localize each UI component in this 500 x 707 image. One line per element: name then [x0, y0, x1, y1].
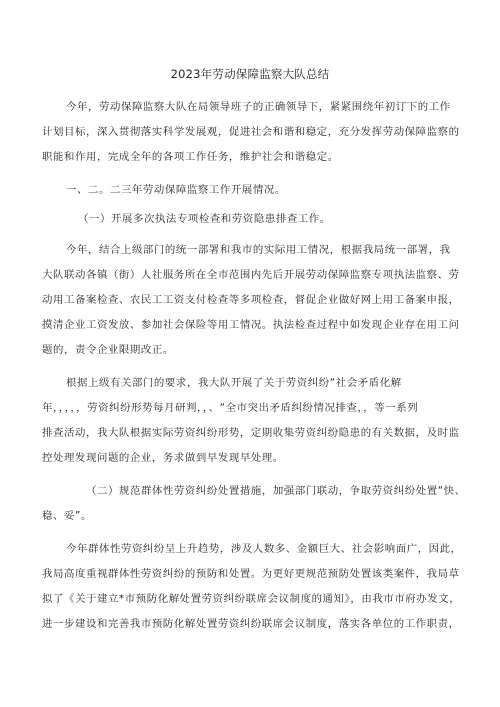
paragraph-line: 摸清企业工资发放、参加社会保险等用工情况。执法检查过程中如发现企业存在用工问 [42, 319, 460, 331]
paragraph-line: 进一步建设和完善我市预防化解处置劳资纠纷联席会议制度，落实各单位的工作职责， [42, 618, 460, 630]
paragraph-line: 动用工备案检查、农民工工资支付检查等多项检查，督促企业做好网上用工备案申报， [42, 294, 460, 306]
paragraph-line: 拟了《关于建立*市预防化解处置劳资纠纷联席会议制度的通知》，由我市市府办发文， [42, 593, 461, 605]
paragraph-line: 职能和作用，完成全年的各项工作任务，维护社会和谐稳定。 [42, 151, 339, 163]
paragraph-line: 排查活动，我大队根据实际劳资纠纷形势，定期收集劳资纠纷隐患的有关数据，及时监 [42, 427, 460, 439]
paragraph-line: 控处理发现问题的企业，务求做到早发现早处理。 [42, 452, 284, 464]
subsection-heading: （二）规范群体性劳资纠纷处置措施，加强部门联动，争取劳资纠纷处置“快、 [86, 485, 466, 497]
paragraph-line: 稳、妥”。 [42, 510, 92, 522]
paragraph-line: 今年，劳动保障监察大队在局领导班子的正确领导下，紧紧围绕年初订下的工作 [66, 101, 451, 113]
paragraph-line: 今年群体性劳资纠纷呈上升趋势，涉及人数多、金额巨大、社会影响面广，因此， [66, 543, 462, 555]
paragraph-line: 我局高度重视群体性劳资纠纷的预防和处置。为更好更规范预防处置该类案件，我局草 [42, 568, 460, 580]
paragraph-line: 题的，责令企业限期改正。 [42, 344, 174, 356]
paragraph-line: 年，，，，，劳资纠纷形势每月研判，，、“全市突出矛盾纠纷情况排查，，等一系列 [42, 402, 419, 414]
paragraph-line: 大队联动各镇（街）人社服务所在全市范围内先后开展劳动保障监察专项执法监察、劳 [42, 269, 460, 281]
document-title: 2023年劳动保障监察大队总结 [170, 67, 330, 81]
paragraph-line: 根据上级有关部门的要求，我大队开展了关于劳资纠纷“社会矛盾化解 [66, 377, 402, 389]
subsection-heading: （一）开展多次执法专项检查和劳资隐患排查工作。 [78, 213, 331, 225]
paragraph-line: 计划目标，深入贯彻落实科学发展观，促进社会和谐和稳定，充分发挥劳动保障监察的 [42, 126, 460, 138]
paragraph-line: 今年，结合上级部门的统一部署和我市的实际用工情况，根据我局统一部署，我 [66, 244, 451, 256]
section-heading: 一、二。二三年劳动保障监察工作开展情况。 [66, 184, 286, 196]
